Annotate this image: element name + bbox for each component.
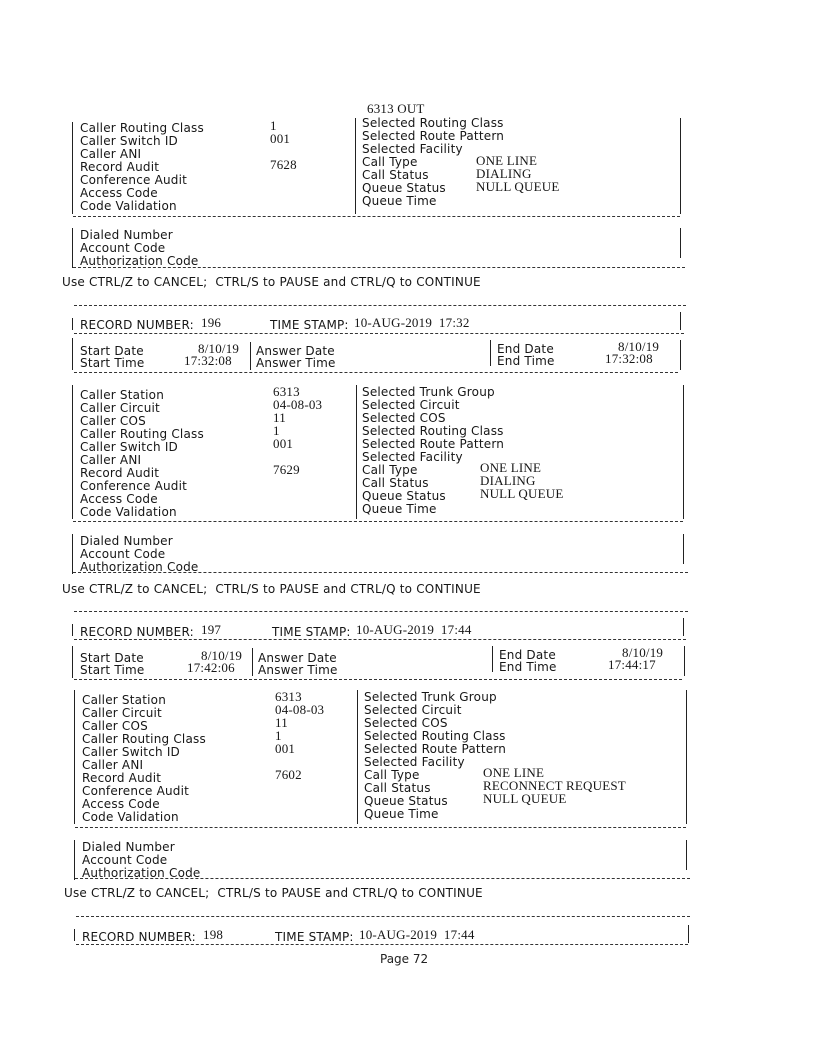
border-right (686, 840, 687, 870)
field-label: Selected Routing Class (362, 424, 504, 438)
field-value: DIALING (480, 473, 536, 488)
time-stamp-label: TIME STAMP: (272, 625, 351, 639)
page-number: Page 72 (380, 952, 429, 966)
field-value: NULL QUEUE (480, 486, 564, 501)
field-value: RECONNECT REQUEST (483, 778, 626, 793)
field-label: Call Status (362, 168, 429, 182)
field-label: Queue Status (362, 489, 446, 503)
field-label: Caller COS (82, 719, 148, 733)
field-value: ONE LINE (476, 153, 538, 168)
column-divider (356, 385, 357, 519)
field-label: Queue Status (364, 794, 448, 808)
field-label: Selected Circuit (364, 703, 462, 717)
field-label: Record Audit (80, 466, 160, 480)
trunk-number: 6313 OUT (367, 101, 425, 116)
field-label: Authorization Code (80, 254, 199, 268)
field-label: Call Type (364, 768, 420, 782)
prompt-line: Use CTRL/Z to CANCEL; CTRL/S to PAUSE and CTRL/Q to CONTINUE (64, 886, 483, 900)
field-label: Authorization Code (80, 560, 199, 574)
field-label: Conference Audit (80, 173, 188, 187)
divider-line (75, 878, 690, 879)
start-time-value: 17:42:06 (187, 660, 235, 675)
end-time-label: End Time (497, 354, 555, 368)
field-label: Access Code (80, 492, 158, 506)
column-divider (357, 690, 358, 824)
field-label: Caller COS (80, 414, 146, 428)
prompt-line: Use CTRL/Z to CANCEL; CTRL/S to PAUSE and CTRL/Q to CONTINUE (62, 275, 481, 289)
field-label: Caller Switch ID (82, 745, 180, 759)
field-value: 7628 (270, 157, 297, 172)
field-label: Selected Route Pattern (362, 129, 505, 143)
field-value: 7629 (273, 462, 300, 477)
field-label: Dialed Number (82, 840, 175, 854)
field-label: Selected Routing Class (364, 729, 506, 743)
prompt-line: Use CTRL/Z to CANCEL; CTRL/S to PAUSE and CTRL/Q to CONTINUE (62, 582, 481, 596)
field-label: Selected Facility (362, 450, 463, 464)
field-label: Caller Station (80, 388, 164, 402)
field-label: Selected Route Pattern (362, 437, 505, 451)
field-label: Caller ANI (80, 453, 142, 467)
divider-line (75, 827, 686, 828)
border-left (72, 338, 73, 370)
field-label: Conference Audit (80, 479, 188, 493)
end-date-label: End Date (497, 342, 554, 356)
field-label: Caller Routing Class (80, 427, 204, 441)
record-number-label: RECORD NUMBER: (80, 318, 194, 332)
border-right (680, 118, 681, 214)
start-date-value: 8/10/19 (201, 648, 243, 663)
border-left (72, 385, 73, 519)
field-label: Caller Routing Class (80, 121, 204, 135)
field-value: 6313 (273, 384, 300, 399)
divider-line (73, 521, 683, 522)
end-time-value: 17:32:08 (605, 351, 653, 366)
divider-line (76, 944, 688, 945)
divider-line (73, 267, 685, 268)
field-label: Conference Audit (82, 784, 190, 798)
field-label: Selected Facility (364, 755, 465, 769)
field-value: NULL QUEUE (476, 179, 560, 194)
field-value: 001 (270, 131, 291, 146)
field-label: Caller ANI (82, 758, 144, 772)
field-label: Account Code (82, 853, 168, 867)
border-left (72, 228, 73, 268)
border-left (72, 646, 73, 678)
divider-line (74, 372, 678, 373)
divider-line (74, 611, 688, 612)
field-label: Call Status (364, 781, 431, 795)
field-label: Selected Trunk Group (362, 385, 495, 399)
divider-line (73, 216, 680, 217)
field-value: ONE LINE (480, 460, 542, 475)
end-time-value: 17:44:17 (608, 657, 656, 672)
field-label: Caller Switch ID (80, 440, 178, 454)
field-value: 6313 (275, 689, 302, 704)
field-label: Selected Route Pattern (364, 742, 507, 756)
divider-line (74, 305, 686, 306)
field-label: Selected Circuit (362, 398, 460, 412)
border-right (688, 925, 689, 943)
divider-line (76, 916, 690, 917)
end-date-value: 8/10/19 (622, 645, 664, 660)
time-stamp-value: 10-AUG-2019 17:44 (356, 622, 472, 637)
field-label: Record Audit (80, 160, 160, 174)
divider-line (74, 679, 682, 680)
field-label: Call Type (362, 463, 418, 477)
end-date-label: End Date (499, 648, 556, 662)
field-value: 001 (275, 741, 296, 756)
field-label: Queue Status (362, 181, 446, 195)
field-label: Call Type (362, 155, 418, 169)
start-date-value: 8/10/19 (198, 341, 240, 356)
border-left (72, 624, 73, 636)
start-date-label: Start Date (80, 651, 144, 665)
field-label: Record Audit (82, 771, 162, 785)
time-stamp-value: 10-AUG-2019 17:32 (354, 315, 470, 330)
field-label: Dialed Number (80, 228, 173, 242)
field-value: 7602 (275, 767, 302, 782)
border-right (683, 618, 684, 636)
field-label: Account Code (80, 547, 166, 561)
record-number-value: 198 (203, 927, 224, 942)
field-label: Selected Trunk Group (364, 690, 497, 704)
start-date-label: Start Date (80, 344, 144, 358)
field-value: 001 (273, 436, 294, 451)
field-label: Selected Routing Class (362, 116, 504, 130)
border-left (72, 318, 73, 330)
field-label: Code Validation (82, 810, 179, 824)
answer-time-label: Answer Time (256, 356, 336, 370)
border-right (680, 228, 681, 258)
start-time-label: Start Time (80, 663, 145, 677)
column-divider (492, 646, 493, 672)
border-left (72, 534, 73, 574)
border-left (74, 840, 75, 880)
field-label: Queue Time (362, 194, 437, 208)
field-value: ONE LINE (483, 765, 545, 780)
field-label: Account Code (80, 241, 166, 255)
field-label: Code Validation (80, 505, 177, 519)
border-left (72, 122, 73, 214)
start-time-label: Start Time (80, 356, 145, 370)
field-label: Authorization Code (82, 866, 201, 880)
record-number-label: RECORD NUMBER: (80, 625, 194, 639)
border-right (680, 340, 681, 370)
column-divider (355, 118, 356, 214)
field-value: DIALING (476, 166, 532, 181)
record-number-value: 196 (201, 315, 222, 330)
record-number-label: RECORD NUMBER: (82, 930, 196, 944)
record-number-value: 197 (201, 622, 222, 637)
column-divider (490, 340, 491, 366)
answer-date-label: Answer Date (258, 651, 337, 665)
field-value: 1 (273, 423, 280, 438)
column-divider (252, 648, 253, 676)
border-right (680, 312, 681, 330)
field-label: Selected COS (364, 716, 448, 730)
border-right (684, 646, 685, 676)
field-value: 1 (275, 728, 282, 743)
field-label: Access Code (80, 186, 158, 200)
field-value: NULL QUEUE (483, 791, 567, 806)
field-label: Caller Station (82, 693, 166, 707)
field-value: 11 (275, 715, 288, 730)
answer-time-label: Answer Time (258, 663, 338, 677)
field-value: 04-08-03 (275, 702, 325, 717)
time-stamp-label: TIME STAMP: (270, 318, 349, 332)
field-label: Queue Time (362, 502, 437, 516)
end-date-value: 8/10/19 (618, 339, 660, 354)
border-right (683, 385, 684, 519)
field-label: Code Validation (80, 199, 177, 213)
answer-date-label: Answer Date (256, 344, 335, 358)
field-label: Caller ANI (80, 147, 142, 161)
field-label: Selected COS (362, 411, 446, 425)
field-label: Caller Routing Class (82, 732, 206, 746)
field-label: Caller Circuit (82, 706, 162, 720)
field-label: Dialed Number (80, 534, 173, 548)
field-value: 1 (270, 118, 277, 133)
field-label: Caller Circuit (80, 401, 160, 415)
column-divider (250, 342, 251, 370)
time-stamp-label: TIME STAMP: (275, 930, 354, 944)
field-label: Queue Time (364, 807, 439, 821)
border-left (74, 690, 75, 824)
field-label: Caller Switch ID (80, 134, 178, 148)
border-left (74, 929, 75, 941)
end-time-label: End Time (499, 660, 557, 674)
field-value: 04-08-03 (273, 397, 323, 412)
time-stamp-value: 10-AUG-2019 17:44 (359, 927, 475, 942)
border-right (683, 534, 684, 564)
field-label: Call Status (362, 476, 429, 490)
field-label: Selected Facility (362, 142, 463, 156)
divider-line (74, 333, 684, 334)
divider-line (74, 639, 686, 640)
border-right (686, 690, 687, 824)
field-value: 11 (273, 410, 286, 425)
field-label: Access Code (82, 797, 160, 811)
start-time-value: 17:32:08 (184, 353, 232, 368)
divider-line (73, 572, 688, 573)
